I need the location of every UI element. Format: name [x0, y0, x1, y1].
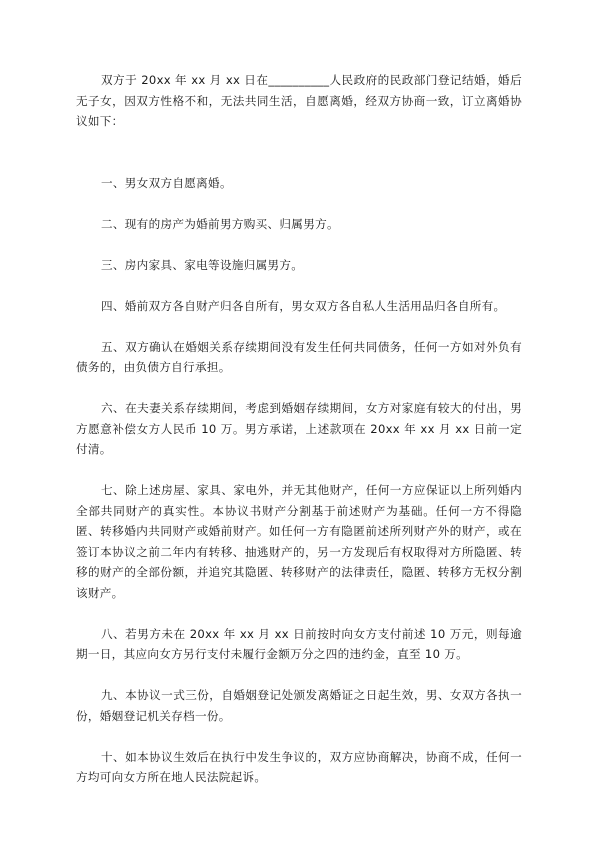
spacer — [76, 132, 522, 153]
spacer — [76, 603, 522, 624]
spacer — [76, 152, 522, 173]
preamble-paragraph: 双方于 20xx 年 xx 月 xx 日在__________人民政府的民政部门登记结婚，婚后无子女，因双方性格不和，无法共同生活，自愿离婚，经双方协商一致，订立离婚协议如下： — [76, 73, 522, 128]
clause-10: 十、如本协议生效后在执行中发生争议的，双方应协商解决，协商不成，任何一方均可向女方所在地人民法院起诉。 — [76, 749, 522, 784]
clause-7: 七、除上述房屋、家具、家电外，并无其他财产，任何一方应保证以上所列婚内全部共同财产的真实性。本协议书财产分割基于前述财产为基础。任何一方不得隐匿、转移婚内共同财产或婚前财产。如任何一方有隐匿前述所列财产外的财产，或在签订本协议之前二年内有转移、抽逃财产的，另一方发现后有权取得对方所隐匿、转移的财产的全部份额，并追究其隐匿、转移财产的法律责任，隐匿、转移方无权分割该财产。 — [76, 483, 522, 600]
clause-9: 九、本协议一式三份，自婚姻登记处颁发离婚证之日起生效，男、女双方各执一份，婚姻登记机关存档一份。 — [76, 688, 522, 723]
spacer — [76, 726, 522, 747]
clause-6: 六、在夫妻关系存续期间，考虑到婚姻存续期间，女方对家庭有较大的付出，男方愿意补偿女方人民币 10 万。男方承诺，上述款项在 20xx 年 xx 月 xx 日前一定付清。 — [76, 401, 522, 456]
spacer — [76, 460, 522, 481]
clause-3: 三、房内家具、家电等设施归属男方。 — [101, 257, 304, 272]
spacer — [76, 316, 522, 337]
clause-4: 四、婚前双方各自财产归各自所有，男女双方各自私人生活用品归各自所有。 — [101, 298, 506, 313]
spacer — [76, 665, 522, 686]
document-body — [76, 70, 522, 788]
clause-5: 五、双方确认在婚姻关系存续期间没有发生任何共同债务，任何一方如对外负有债务的，由负债方自行承担。 — [76, 339, 522, 374]
spacer — [76, 378, 522, 399]
clause-2: 二、现有的房产为婚前男方购买、归属男方。 — [101, 216, 339, 231]
clause-1: 一、男女双方自愿离婚。 — [101, 175, 232, 190]
spacer — [76, 193, 522, 214]
spacer — [76, 234, 522, 255]
spacer — [76, 275, 522, 296]
clause-8: 八、若男方未在 20xx 年 xx 月 xx 日前按时向女方支付前述 10 万元，则每逾期一日，其应向女方另行支付未履行金额万分之四的违约金，直至 10 万。 — [76, 626, 522, 661]
